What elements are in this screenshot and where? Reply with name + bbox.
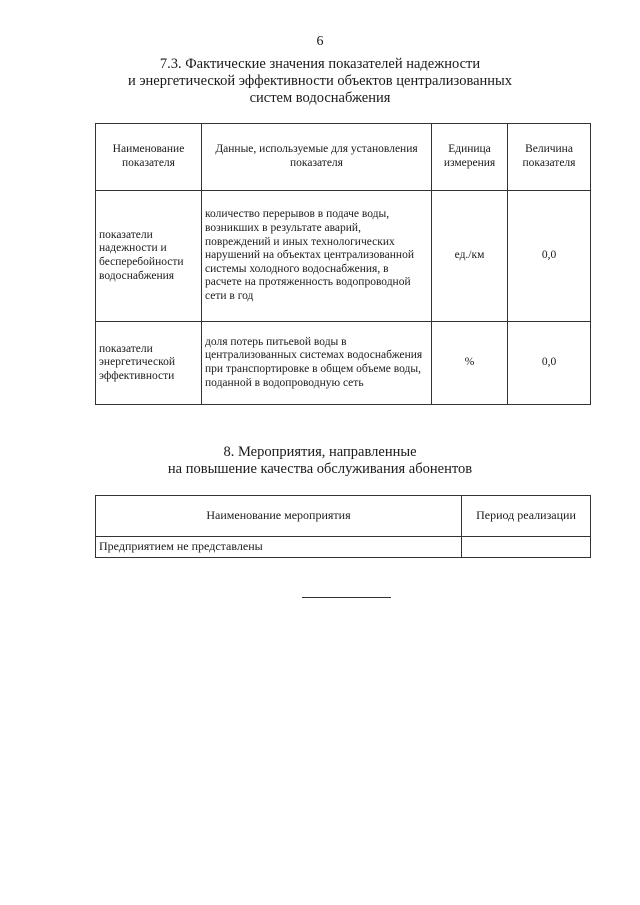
heading-line: 7.3. Фактические значения показателей надежности: [159, 56, 481, 72]
heading-line: на повышение качества обслуживания абонентов: [167, 461, 473, 477]
indicator-name-cell: показатели энергетической эффективности: [96, 322, 202, 405]
period-cell: [462, 537, 591, 558]
table-header-row: [96, 124, 591, 191]
section-7-3-heading: [0, 56, 640, 107]
section-8-heading: [0, 444, 640, 478]
event-name-cell: Предприятием не представлены: [96, 537, 462, 558]
unit-cell: %: [432, 322, 508, 405]
table-row: [96, 322, 591, 405]
heading-line: 8. Мероприятия, направленные: [223, 444, 417, 460]
indicators-table: [95, 123, 591, 405]
indicator-name-cell: показатели надежности и бесперебойности водоснабжения: [96, 191, 202, 322]
value-cell: 0,0: [508, 322, 591, 405]
indicator-data-cell: количество перерывов в подаче воды, возникших в результате аварий, повреждений и иных технологических нарушений на объектах централизованной системы холодного водоснабжения, в расчете на протяженность водопроводной сети в год: [202, 191, 432, 322]
heading-line: систем водоснабжения: [249, 90, 391, 106]
table-header-row: [96, 496, 591, 537]
header-indicator-name: Наименование показателя: [96, 124, 202, 191]
page-number: 6: [316, 34, 324, 49]
header-value: Величина показателя: [508, 124, 591, 191]
table-row: [96, 191, 591, 322]
unit-cell: ед./км: [432, 191, 508, 322]
value-cell: 0,0: [508, 191, 591, 322]
heading-line: и энергетической эффективности объектов централизованных: [127, 73, 513, 89]
indicator-data-cell: доля потерь питьевой воды в централизованных системах водоснабжения при транспортировке в общем объеме воды, поданной в водопроводную сеть: [202, 322, 432, 405]
closing-line: [302, 597, 391, 598]
header-event-name: Наименование мероприятия: [96, 496, 462, 537]
table-row: [96, 537, 591, 558]
header-unit: Единица измерения: [432, 124, 508, 191]
measures-table: [95, 495, 591, 558]
header-period: Период реализации: [462, 496, 591, 537]
header-indicator-data: Данные, используемые для установления показателя: [202, 124, 432, 191]
